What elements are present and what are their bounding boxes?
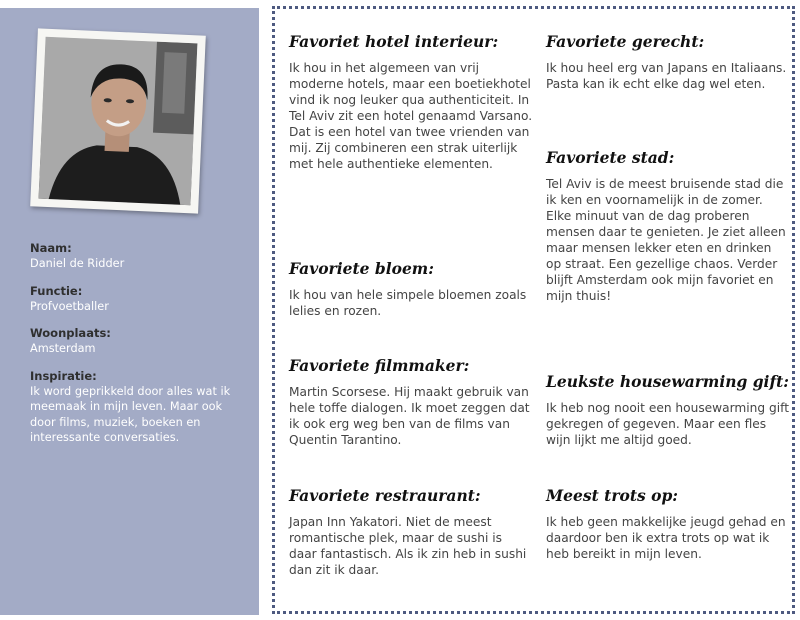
info-label: Woonplaats: (30, 326, 111, 340)
favorite-city (546, 148, 790, 304)
portrait-photo (39, 37, 198, 205)
info-value: Daniel de Ridder (30, 257, 125, 270)
info-inspiration (30, 369, 250, 446)
best-housewarming-gift (546, 372, 790, 448)
info-value: Profvoetballer (30, 299, 109, 313)
favorite-restaurant (289, 486, 533, 578)
favorite-flower (289, 259, 533, 319)
entry-text: Ik hou van hele simpele bloemen zoals lelies en rozen. (289, 288, 527, 318)
entry-title: Favoriete stad: (546, 148, 675, 167)
info-value: Amsterdam (30, 342, 96, 355)
entry-title: Favoriete gerecht: (546, 32, 705, 51)
entry-text: Ik hou heel erg van Japans en Italiaans. Pasta kan ik echt elke dag wel eten. (546, 61, 787, 91)
info-label: Inspiratie: (30, 368, 97, 383)
info-label: Naam: (30, 241, 72, 255)
entry-title: Favoriete filmmaker: (289, 356, 470, 375)
entry-text: Ik hou in het algemeen van vrij moderne hotels, maar een boetiekhotel vind ik nog leuker qua authenticiteit. In Tel Aviv zit een hotel genaamd Varsano. Dat is een hotel van twee vrienden van mij. Zij combineren een strak uiterlijk met hele authentieke elementen. (289, 61, 533, 171)
info-name (30, 241, 250, 272)
info-residence (30, 326, 250, 357)
entry-title: Favoriete bloem: (289, 259, 434, 278)
profile-sidebar (0, 8, 259, 615)
info-label: Functie: (30, 283, 83, 298)
entry-title: Meest trots op: (546, 486, 679, 505)
entry-title: Favoriete restraurant: (289, 486, 481, 505)
entry-text: Ik heb geen makkelijke jeugd gehad en daardoor ben ik extra trots op wat ik heb bereikt in mijn leven. (546, 515, 786, 561)
info-value: Ik word geprikkeld door alles wat ik meemaak in mijn leven. Maar ook door films, muziek, boeken en interessante conversaties. (30, 384, 231, 444)
favorite-dish (546, 32, 790, 92)
info-function (30, 284, 250, 315)
profile-info (30, 241, 250, 458)
entry-text: Japan Inn Yakatori. Niet de meest romantische plek, maar de sushi is daar fantastisch. Als ik zin heb in sushi dan zit ik daar. (289, 515, 527, 577)
photo-frame (30, 28, 206, 213)
entry-text: Martin Scorsese. Hij maakt gebruik van hele toffe dialogen. Ik moet zeggen dat ik ook erg weg ben van de films van Quentin Tarantino. (289, 385, 530, 447)
entry-text: Tel Aviv is de meest bruisende stad die ik ken en voornamelijk in de zomer. Elke minuut van de dag proberen mensen daar te genieten. Je ziet alleen maar mensen lekker eten en drinken op straat. Een gezellige chaos. Verder blijft Amsterdam ook mijn favoriet en mijn thuis! (546, 177, 786, 303)
favorite-hotel-interior (289, 32, 533, 172)
entry-title: Favoriet hotel interieur: (289, 32, 499, 51)
entry-title: Leukste housewarming gift: (546, 372, 789, 391)
most-proud-of (546, 486, 790, 562)
entry-text: Ik heb nog nooit een housewarming gift gekregen of gegeven. Maar een fles wijn lijkt me altijd goed. (546, 401, 789, 447)
favorite-filmmaker (289, 356, 533, 448)
